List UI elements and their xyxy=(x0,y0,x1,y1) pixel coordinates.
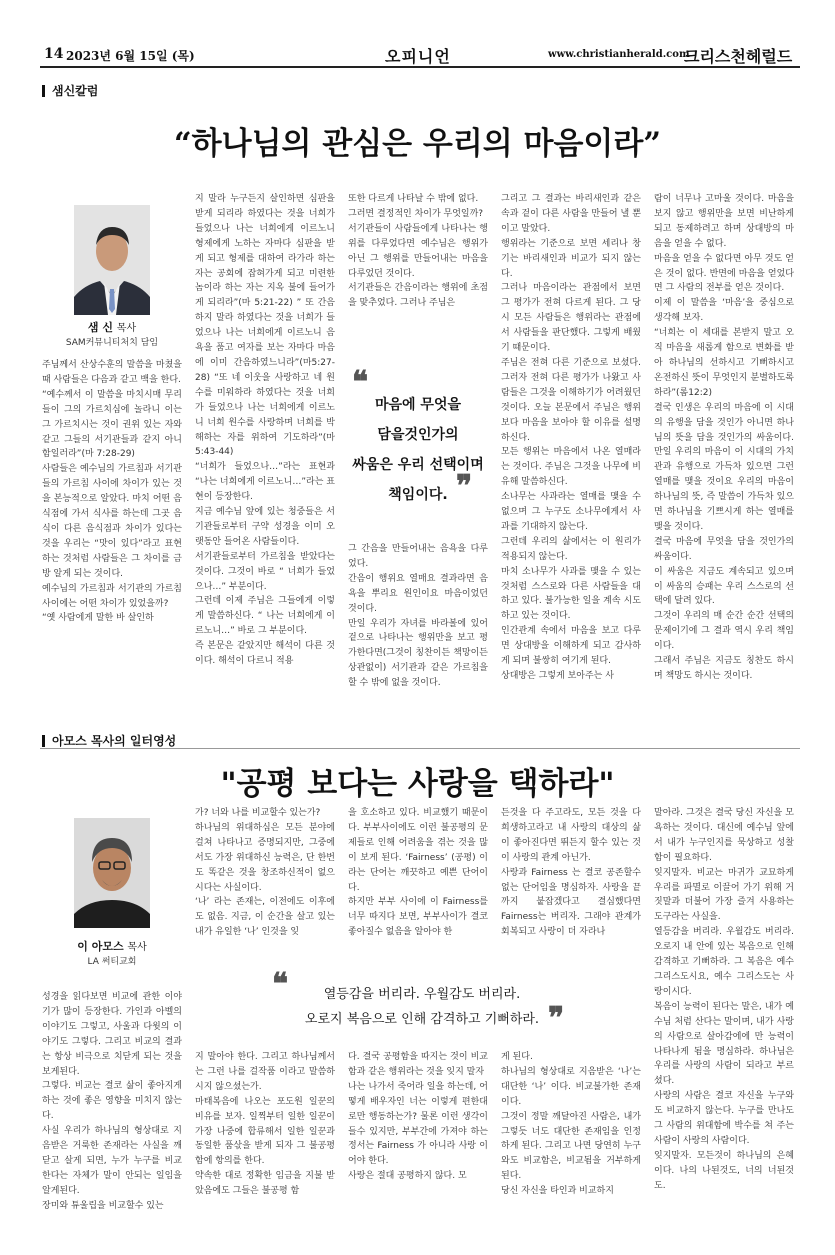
article1-column-3-top: 또한 다르게 나타날 수 밖에 없다. 그러면 결정적인 차이가 무엇일까? 서기관들이 사람들에게 나타나는 행위를 다루었다면 예수님은 행위가 아닌 그 행위를 만들어내는 마음을 다루었던 것이다. 서기관들은 간음이라는 행위에 초점을 맞추었다. 그러나 주님은 xyxy=(348,194,488,309)
article1-column-3-bottom: 그 간음을 만들어내는 음욕을 다루었다. 간음이 행위요 열매요 결과라면 음욕을 뿌리요 원인이요 마음이었던 것이다. 만일 우리가 자녀를 바라볼에 있어 겉으로 나타나는 행위만을 보고 평가한다면(그것이 칭찬이든 책망이든 상관없이) 서기관과 같은 가르침을 할 수 밖에 없을 것이다. xyxy=(348,544,488,689)
author-church-2: LA 써티교회 xyxy=(87,957,137,967)
page-header xyxy=(0,0,835,70)
column-section-label-2: 아모스 목사의 일터영성 xyxy=(42,735,176,747)
close-quote-icon-2: ❞ xyxy=(548,1001,565,1036)
article-title-2: "공평 보다는 사랑을 택하라" xyxy=(220,766,615,802)
author-photo-2 xyxy=(74,818,150,928)
article2-column-4-bottom: 게 된다. 하나님의 형상대로 지음받은 ‘나’는 대단한 ‘나’ 이다. 비교불가한 존재이다. 그것이 정말 깨달아진 사람은, 내가 그렇듯 너도 대단한 존재임을 인정하게 된다. 그리고 나면 당연히 누구와도 비교함은, 비교됨을 거부하게 된다. 당신 자신을 타인과 비교하지 xyxy=(501,1052,641,1197)
article2-column-2-bottom: 지 말아야 한다. 그리고 하나님께서는 그런 나를 걸작품 이라고 말씀하시지 않으셨는가. 마태복음에 나오는 포도원 일꾼의 비유를 보자. 일찍부터 일한 일꾼이 가장 나중에 합류해서 일한 일꾼과 동일한 품삯을 받게 되자 그 불공평함에 항의를 한다. 약속한 대로 정확한 임금을 지불 받았음에도 그들은 불공평 함 xyxy=(195,1052,335,1197)
article2-column-5: 말아라. 그것은 결국 당신 자신을 모욕하는 것이다. 대신에 예수님 앞에서 내가 누구인지를 묵상하고 성찰함이 필요하다. 잊지말자. 비교는 마귀가 교묘하게 우리를 파멸로 이끌어 가기 위해 거짓말과 더불어 가장 즐겨 사용하는 도구라는 사실을. 열등감을 버리라. 우월감도 버리라. 오로지 내 안에 있는 복음으로 인해 감격하고 기뻐하라. 그 복음은 예수 그리스도시요, 예수 그리스도는 사랑이시다. 복음이 능력이 된다는 말은, 내가 예수님 처럼 산다는 말이며, 내가 사랑의 사람으로 살아감에에 만 능력이 나타나게 됨을 명심하라. 하나님은 우리를 사랑의 사람이 되라고 부르셨다. 사랑의 사람은 결코 자신을 누구와도 비교하지 않는다. 누구를 만나도 그 사람의 위대함에 박수를 쳐 주는 사람이 사랑의 사람이다. 잊지말자. 모든것이 하나님의 은혜이다. 나의 나된것도, 너의 너된것도. xyxy=(654,808,794,1191)
author-photo xyxy=(74,205,150,315)
article1-column-4: 그리고 그 결과는 바리새인과 같은 속과 겉이 다른 사람을 만들어 낼 뿐이고 말았다. 행위라는 기준으로 보면 세리나 창기는 바리새인과 비교가 되지 않는다. 그러나 마음이라는 관점에서 보면 그 평가가 전혀 다르게 된다. 그 당시 모든 사람들은 행위라는 관점에서 사람들을 판단했다. 그렇게 배웠기 때문이다. 주님은 전혀 다른 기준으로 보셨다. 그러자 전혀 다른 평가가 나왔고 사람들은 그것을 이해하기가 어려웠던 것이다. 오늘 본문에서 주님은 행위보다 마음을 보아야 할 이유를 설명하신다. 모든 행위는 마음에서 나온 열매라는 것이다. 주님은 그것을 나무에 비유해 말씀하신다. 소나무는 사과라는 열매를 맺을 수 없으며 그 누구도 소나무에게서 사과를 기대하지 않는다. 그런데 우리의 삶에서는 이 원리가 적용되지 않는다. 마치 소나무가 사과를 맺을 수 있는 것처럼 스스로와 다른 사람들을 대하고 있다. 불가능한 일을 계속 시도하고 있는 것이다. 인간관계 속에서 마음을 보고 다루면 상대방을 이해하게 되고 감사하게 되며 불쌍히 여기게 된다. 상대방은 그렇게 보아주는 사 xyxy=(501,194,641,681)
site-url[interactable]: www.christianherald.com xyxy=(548,49,690,60)
author-name-2: 이 아모스 목사 xyxy=(77,940,147,953)
article2-column-4-top: 든것을 다 주고라도, 모든 것을 다 희생하고라고 내 사랑의 대상의 삶이 좋아진다면 뛰든지 할수 있는 것이 사랑의 관계 아닌가. 사랑과 Fairness 는 결코 공존할수 없는 단어임을 명심하자. 사랑을 끝까지 붙잡겠다고 결심했다면 Fairness는 버리자. 그래야 관계가 회복되고 사랑이 더 자라나 xyxy=(501,808,641,938)
article1-column-5: 람이 너무나 고마울 것이다. 마음을 보지 않고 행위만을 보면 비난하게 되고 동제하려고 하며 상대방의 마음을 얻을 수 없다. 마음을 얻을 수 없다면 아무 것도 얻은 것이 없다. 반면에 마음을 얻었다면 그 사람의 전부를 얻은 것이다. 이제 이 말씀을 ‘마음’을 중심으로 생각해 보자. “너희는 이 세대를 본받지 말고 오직 마음을 새롭게 함으로 변화를 받아 하나님의 선하시고 기뻐하시고 온전하신 뜻이 무엇인지 분별하도록 하라”(롬12:2) 결국 인생은 우리의 마음에 이 시대의 유행을 담을 것인가 아니면 하나님의 뜻을 담을 것인가의 싸움이다. 만일 우리의 마음이 이 시대의 가치관과 유행으로 가득차 있으면 그런 열매를 맺을 것이요 우리의 마음이 하나님의 뜻, 즉 말씀이 가득차 있으면 하나님을 기쁘시게 하는 열매를 맺을 것이다. 결국 마음에 무엇을 담을 것인가의 싸움이다. 이 싸움은 지금도 계속되고 있으며 이 싸움의 승패는 우리 스스로의 선택에 달려 있다. 그것이 우리의 매 순간 순간 선택의 문제이기에 그 결과 역시 우리 책임이다. 그래서 주님은 지금도 칭찬도 하시며 책망도 하시는 것이다. xyxy=(654,194,794,681)
open-quote-icon: ❝ xyxy=(352,365,369,400)
page-number: 14 xyxy=(44,46,64,62)
article2-column-1: 성경을 읽다보면 비교에 관한 이야기가 많이 등장한다. 가인과 아벨의 이야기도 그렇고, 사울과 다윗의 이야기도 그렇다. 그리고 비교의 결과는 항상 비극으로 치닫게 되는 것을 보게된다. 그렇다. 비교는 결코 삶이 좋아지게 하는 것에 좋은 영향을 미치지 않는다. 사실 우리가 하나님의 형상대로 지음받은 거룩한 존재라는 사실을 깨닫고 살게 되면, 누가 누구를 비교 한다는 자체가 말이 안되는 일임을 알게된다. 장미와 튜울립을 비교할수 있는 xyxy=(42,992,182,1211)
article2-column-3-bottom: 다. 결국 공평함을 따지는 것이 비교함과 같은 행위라는 것을 잊지 말자 나는 나가서 죽어라 일을 하는데, 어떻게 배우자인 너는 이렇게 편한대로만 행동하는가? 물론 이런 생각이 들수 있지만, 부부간에 가져야 하는 정서는 Fairness 가 아니라 사랑 이어야 한다. 사랑은 절대 공평하지 않다. 모 xyxy=(348,1052,488,1182)
pull-quote-text: 마음에 무엇을 담을것인가의 싸움은 우리 선택이며 책임이다. xyxy=(352,397,484,503)
author-church: SAM커뮤니티처치 담임 xyxy=(65,338,159,348)
issue-date: 2023년 6월 15일 (목) xyxy=(66,49,195,63)
article1-column-2: 지 말라 누구든지 살인하면 심판을 받게 되리라 하였다는 것을 너희가 들었으나 나는 너희에게 이르노니 형제에게 노하는 자마다 심판을 받게 되고 형제를 대하여 라가라 하는 자는 공회에 잡혀가게 되고 미련한 놈이라 하는 자는 지옥 불에 들어가게 되리라”(마 5:21-22) ” 또 간음하지 말라 하였다는 것을 너희가 들었으나 나는 너희에게 이르노니 음욕을 품고 여자를 보는 자마다 마음에 이미 간음하였느니라”(마5:27-28) “또 네 이웃을 사랑하고 네 원수를 미워하라 하였다는 것을 너희가 들었으나 나는 너희에게 이르노니 너희 원수를 사랑하며 너희를 박해하는 자를 위하여 기도하라”(마5:43-44) “너희가 들었으나…”라는 표현과 “나는 너희에게 이르노니…”라는 표현이 등장한다. 지금 예수님 앞에 있는 청중들은 서기관들로부터 구약 성경을 이미 오랫동안 들어온 사람들이다. 서기관들로부터 가르침을 받았다는 것이다. 그것이 바로 “ 너희가 들었으나…” 부분이다. 그런데 이제 주님은 그들에게 이렇게 말씀하신다. “ 나는 너희에게 이르노니…” 바로 그 부분이다. 즉 본문은 같았지만 해석이 다른 것이다. 해석이 다르니 적용 xyxy=(195,194,335,667)
pull-quote-text-2: 열등감을 버리라. 우월감도 버리라. 오로지 복음으로 인해 감격하고 기뻐하라. xyxy=(304,987,540,1027)
article1-column-1: 주님께서 산상수훈의 말씀을 마쳤을 때 사람들은 다음과 같고 백을 한다. “예수께서 이 말씀을 마치시매 무리들이 그의 가르치심에 놀라니 이는 그 가르치시는 것이 권위 있는 자와 같고 그들의 서기관들과 같지 아니함일러라”(마 7:28-29) 사람들은 예수님의 가르침과 서기관들의 가르침 사이에 차이가 있는 것을 본능적으로 알았다. 마치 어떤 음식점에 가서 식사를 하는데 그곳 음식이 다른 음식점과 차이가 있다는 것을 우리는 “맛이 있다”라고 표현하는 것처럼 사람들은 그 차이를 금방 알게 되는 것이다. 예수님의 가르침과 서기관의 가르침 사이에는 어떤 차이가 있었을까? “옛 사람에게 말한 바 살인하 xyxy=(42,360,182,624)
column-section-label: 샘신칼럼 xyxy=(42,85,98,97)
article2-pull-quote xyxy=(272,967,572,1036)
article-title: “하나님의 관심은 우리의 마음이라” xyxy=(173,126,662,162)
portrait-icon-2 xyxy=(74,818,150,928)
newspaper-logo: 크리스천헤럴드 xyxy=(684,47,793,66)
portrait-icon xyxy=(74,205,150,315)
header-rule xyxy=(40,66,800,68)
article2-column-3-top: 을 호소하고 있다. 비교했기 때문이다. 부부사이에도 이런 불공평의 문제들로 인해 어려움을 겪는 것을 많이 보게 된다. ‘Fairness’ (공평) 이라는 단어는 깨끗하고 예쁜 단어이다. 하지만 부부 사이에 이 Fairness를 너무 따지다 보면, 부부사이가 결코 좋아질수 없음을 알아야 한 xyxy=(348,808,488,938)
open-quote-icon-2: ❝ xyxy=(272,967,289,1002)
author-name: 샘 신 목사 xyxy=(87,321,137,334)
article1-pull-quote xyxy=(352,362,484,518)
close-quote-icon: ❞ xyxy=(456,469,473,504)
section-name: 오피니언 xyxy=(385,47,451,66)
article2-column-2-top: 가? 너와 나를 비교할수 있는가? 하나님의 위대하심은 모든 분야에 걸쳐 나타나고 증명되지만, 그중에서도 가장 위대하신 능력은, 단 한번도 똑같은 것을 창조하신적이 없으시다는 사실이다. ‘나’ 라는 존재는, 이전에도 이후에도 없음. 지금, 이 순간을 살고 있는 내가 유일한 ‘나’ 인것을 잊 xyxy=(195,808,335,938)
article-divider xyxy=(40,748,800,749)
